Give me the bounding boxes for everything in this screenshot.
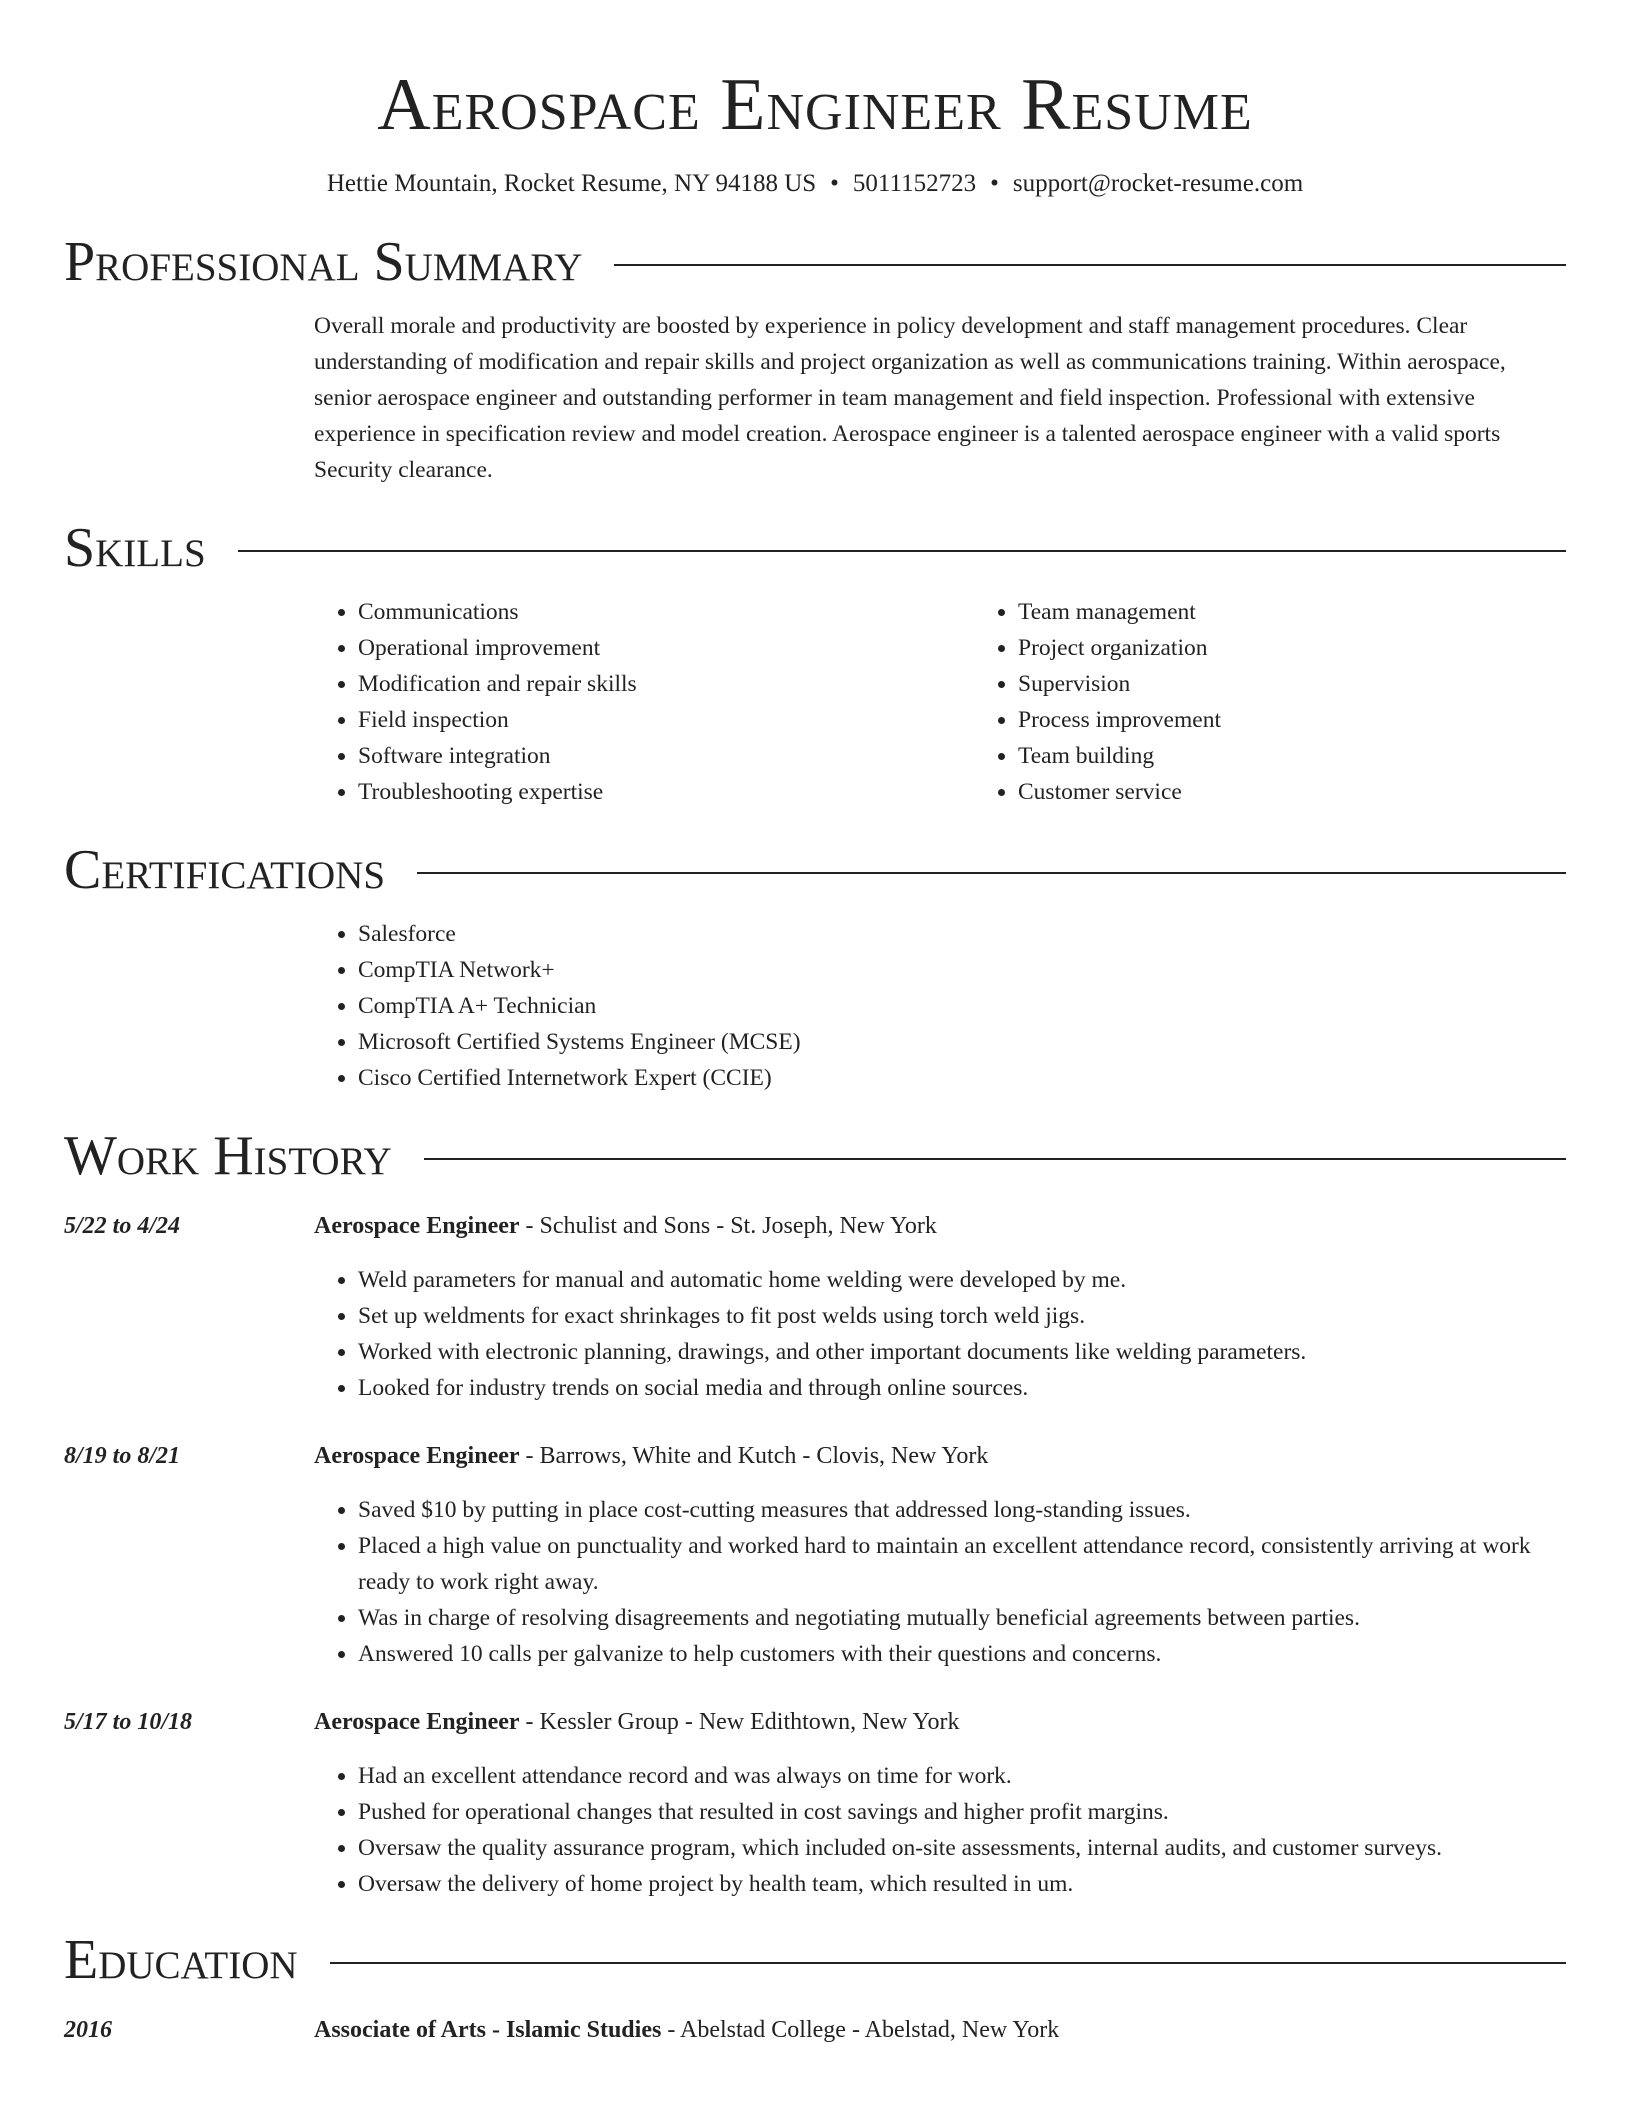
- job-dates: 8/19 to 8/21: [64, 1443, 181, 1469]
- job-bullet: • Set up weldments for exact shrinkages to fit post welds using torch weld jigs.: [358, 1298, 1566, 1334]
- certifications-section: [64, 838, 1566, 1096]
- job-bullet: • Oversaw the quality assurance program, which included on-site assessments, internal audits, and customer surveys.: [358, 1830, 1566, 1866]
- job-title: Aerospace Engineer: [314, 1709, 520, 1735]
- contact-phone: 5011152723: [852, 170, 977, 197]
- summary-body: [314, 308, 1566, 488]
- skill-item: • Supervision: [1018, 666, 1632, 702]
- job-bullet: • Pushed for operational changes that resulted in cost savings and higher profit margins.: [358, 1794, 1566, 1830]
- skills-list-right: [974, 594, 1632, 810]
- job-bullets: [314, 1262, 1566, 1406]
- job-headline: [314, 1438, 1566, 1474]
- contact-line: [64, 168, 1566, 200]
- job-bullet: • Placed a high value on punctuality and worked hard to maintain an excellent attendance record, consistently arriving at work ready to work right away.: [358, 1528, 1566, 1600]
- skill-item: • Customer service: [1018, 774, 1632, 810]
- section-divider: [330, 1962, 1566, 1964]
- job-dates: 5/22 to 4/24: [64, 1213, 181, 1239]
- skill-item: • Team building: [1018, 738, 1632, 774]
- job-company: - Barrows, White and Kutch - Clovis, New York: [519, 1443, 989, 1469]
- job-entry: [64, 1438, 1566, 1672]
- contact-email: support@rocket-resume.com: [1012, 170, 1304, 197]
- job-bullet: • Looked for industry trends on social media and through online sources.: [358, 1370, 1566, 1406]
- certification-item: • Cisco Certified Internetwork Expert (CCIE): [358, 1060, 1566, 1096]
- section-header: [64, 230, 1566, 294]
- job-detail: [314, 1438, 1566, 1672]
- summary-section: [64, 230, 1566, 488]
- section-heading-work-history: Work History: [64, 1125, 392, 1187]
- job-bullet: • Answered 10 calls per galvanize to help customers with their questions and concerns.: [358, 1636, 1566, 1672]
- job-headline: [314, 1208, 1566, 1244]
- certification-item: • Salesforce: [358, 916, 1566, 952]
- certification-item: • CompTIA Network+: [358, 952, 1566, 988]
- skill-item: • Troubleshooting expertise: [358, 774, 974, 810]
- job-title: Aerospace Engineer: [314, 1213, 520, 1239]
- section-heading-skills: Skills: [64, 517, 206, 579]
- skill-item: • Modification and repair skills: [358, 666, 974, 702]
- contact-separator: •: [830, 170, 839, 197]
- job-company: - Schulist and Sons - St. Joseph, New York: [519, 1213, 937, 1239]
- education-section: [64, 1928, 1566, 2048]
- resume-title: Aerospace Engineer Resume: [377, 64, 1253, 146]
- certifications-list: [314, 916, 1566, 1096]
- certifications-body: [314, 916, 1566, 1096]
- education-detail: [314, 2012, 1566, 2048]
- section-header: [64, 1928, 1566, 1992]
- skill-item: • Project organization: [1018, 630, 1632, 666]
- job-bullet: • Worked with electronic planning, drawings, and other important documents like welding parameters.: [358, 1334, 1566, 1370]
- education-school: - Abelstad College - Abelstad, New York: [661, 2017, 1060, 2043]
- job-entry: [64, 1704, 1566, 1902]
- job-bullet: • Saved $10 by putting in place cost-cutting measures that addressed long-standing issues.: [358, 1492, 1566, 1528]
- section-divider: [424, 1158, 1566, 1160]
- job-entry: [64, 1208, 1566, 1406]
- skill-item: • Field inspection: [358, 702, 974, 738]
- skill-item: • Operational improvement: [358, 630, 974, 666]
- job-detail: [314, 1208, 1566, 1406]
- job-dates: 5/17 to 10/18: [64, 1709, 193, 1735]
- summary-text: Overall morale and productivity are boosted by experience in policy development and staff management procedures. Clear understanding of modification and repair skills and project organization as well as communications training. Within aerospace, senior aerospace engineer and outstanding performer in team management and field inspection. Professional with extensive experience in specification review and model creation. Aerospace engineer is a talented aerospace engineer with a valid sports Security clearance.: [314, 313, 1506, 483]
- skills-section: [64, 516, 1566, 810]
- section-header: [64, 1124, 1566, 1188]
- job-bullets: [314, 1758, 1566, 1902]
- skill-item: • Process improvement: [1018, 702, 1632, 738]
- section-heading-summary: Professional Summary: [64, 231, 583, 293]
- job-bullet: • Oversaw the delivery of home project by health team, which resulted in um.: [358, 1866, 1566, 1902]
- section-divider: [238, 550, 1566, 552]
- certification-item: • CompTIA A+ Technician: [358, 988, 1566, 1024]
- job-bullet: • Weld parameters for manual and automatic home welding were developed by me.: [358, 1262, 1566, 1298]
- education-degree: Associate of Arts - Islamic Studies: [314, 2017, 662, 2043]
- section-heading-certifications: Certifications: [64, 839, 386, 901]
- education-entry: [64, 2012, 1566, 2048]
- job-headline: [314, 1704, 1566, 1740]
- section-header: [64, 838, 1566, 902]
- skill-item: • Communications: [358, 594, 974, 630]
- education-year: 2016: [64, 2017, 112, 2043]
- contact-address: Hettie Mountain, Rocket Resume, NY 94188 US: [326, 170, 817, 197]
- job-title: Aerospace Engineer: [314, 1443, 520, 1469]
- certification-item: • Microsoft Certified Systems Engineer (MCSE): [358, 1024, 1566, 1060]
- job-bullet: • Had an excellent attendance record and was always on time for work.: [358, 1758, 1566, 1794]
- education-headline: [314, 2012, 1566, 2048]
- skill-item: • Software integration: [358, 738, 974, 774]
- work-history-section: [64, 1124, 1566, 1902]
- contact-separator: •: [990, 170, 999, 197]
- section-divider: [417, 872, 1566, 874]
- section-heading-education: Education: [64, 1929, 298, 1991]
- skills-list-left: [314, 594, 974, 810]
- job-bullet: • Was in charge of resolving disagreements and negotiating mutually beneficial agreements between parties.: [358, 1600, 1566, 1636]
- skills-columns: [314, 594, 1566, 810]
- skill-item: • Team management: [1018, 594, 1632, 630]
- section-divider: [614, 264, 1566, 266]
- job-detail: [314, 1704, 1566, 1902]
- job-bullets: [314, 1492, 1566, 1672]
- section-header: [64, 516, 1566, 580]
- job-company: - Kessler Group - New Edithtown, New York: [519, 1709, 960, 1735]
